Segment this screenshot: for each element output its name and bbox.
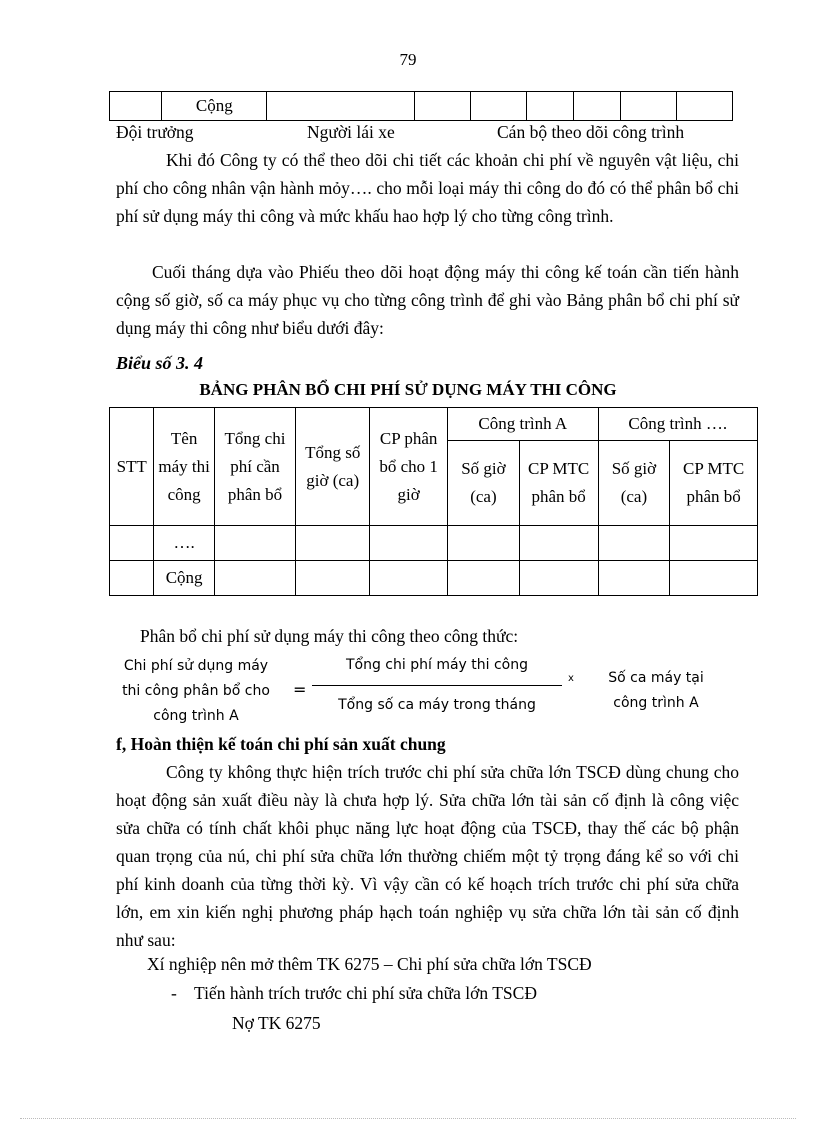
table-cell [448,526,520,561]
signature-driver: Người lái xe [307,122,395,142]
formula-right-line2: công trình A [613,695,699,711]
header-cost-per-hour: CP phân bổ cho 1 giờ [370,408,448,526]
table-cell [296,526,370,561]
table-cell [370,561,448,596]
table-cell [670,526,758,561]
header-stt: STT [110,408,154,526]
table-cell [296,561,370,596]
table-cell [370,526,448,561]
table-cell [598,561,670,596]
row-total-label: Cộng [154,561,215,596]
paragraph-machine-tracking: Khi đó Công ty có thể theo dõi chi tiết các khoản chi phí về nguyên vật liệu, chi phí cho công nhân vận hành mỏy…. cho mỗi loại máy thi công do đó có thể phân bổ chi phí sử dụng máy thi công và mức khấu hao hợp lý cho từng công trình. [116,150,739,226]
formula-intro: Phân bổ chi phí sử dụng máy thi công theo công thức: [140,626,519,646]
table-caption: Biểu số 3. 4 [116,353,204,373]
top-table-cell [574,92,621,121]
table-cell [598,526,670,561]
top-table-cell [471,92,527,121]
table-cell [519,526,598,561]
formula-times: x [568,673,574,684]
header-hours-other: Số giờ (ca) [598,441,670,526]
formula-left-line3: công trình A [153,708,239,724]
bullet-text: Tiến hành trích trước chi phí sửa chữa lớn TSCĐ [194,983,537,1003]
top-table-cell [676,92,732,121]
top-table-cell [620,92,676,121]
formula-right-term [596,666,716,716]
header-cp-mtc-a: CP MTC phân bổ [519,441,598,526]
signature-team-leader: Đội trưởng [116,122,194,142]
signature-supervisor: Cán bộ theo dõi công trình [497,122,685,142]
formula-right-line1: Số ca máy tại [608,670,704,686]
paragraph-new-account: Xí nghiệp nên mở thêm TK 6275 – Chi phí sửa chữa lớn TSCĐ [147,954,592,974]
header-machine-name: Tên máy thi công [154,408,215,526]
top-summary-table [109,91,733,121]
top-table-cell [267,92,415,121]
page-bottom-border [20,1118,796,1119]
header-project-other: Công trình …. [598,408,757,441]
top-table-cell [527,92,574,121]
formula-left-line1: Chi phí sử dụng máy [123,658,269,674]
top-table-cell [415,92,471,121]
top-table-cell [110,92,162,121]
formula-denominator: Tổng số ca máy trong tháng [338,697,536,713]
table-cell [670,561,758,596]
formula-equals: = [293,680,307,699]
journal-entry-debit: Nợ TK 6275 [232,1013,321,1033]
header-cp-mtc-other: CP MTC phân bổ [670,441,758,526]
header-total-hours: Tổng số giờ (ca) [296,408,370,526]
table-cell [448,561,520,596]
table-cell [214,561,295,596]
table-row [110,526,758,561]
formula-numerator: Tổng chi phí máy thi công [345,657,528,673]
page-number: 79 [399,50,417,69]
bullet-dash: - [171,983,177,1003]
top-table-total-label: Cộng [162,92,267,121]
formula-left-line2: thi công phân bổ cho [122,683,270,699]
table-row [110,561,758,596]
header-project-a: Công trình A [448,408,598,441]
paragraph-month-end: Cuối tháng dựa vào Phiếu theo dõi hoạt động máy thi công kế toán cần tiến hành cộng số giờ, số ca máy phục vụ cho từng công trình để ghi vào Bảng phân bổ chi phí sử dụng máy thi công như biểu dưới đây: [116,262,739,338]
formula-fraction-bar [312,685,562,686]
table-cell [214,526,295,561]
row-machine-name: …. [154,526,215,561]
table-cell [519,561,598,596]
section-heading: f, Hoàn thiện kế toán chi phí sản xuất chung [116,734,446,754]
table-title: BẢNG PHÂN BỔ CHI PHÍ SỬ DỤNG MÁY THI CÔNG [199,380,617,399]
formula-left-term [116,654,276,729]
table-cell [110,526,154,561]
table-cell [110,561,154,596]
paragraph-repair-costs: Công ty không thực hiện trích trước chi phí sửa chữa lớn TSCĐ dùng chung cho hoạt động sản xuất điều này là chưa hợp lý. Sửa chữa lớn tài sản cố định là công việc sửa chữa có tính chất khôi phục năng lực hoạt động của TSCĐ, thay thế các bộ phận quan trọng của nú, chi phí sửa chữa lớn thường chiếm một tỷ trọng đáng kể so với chi phí kinh doanh của từng thời kỳ. Vì vậy cần có kế hoạch trích trước chi phí sửa chữa lớn, em xin kiến nghị phương pháp hạch toán nghiệp vụ sửa chữa lớn tài sản cố định như sau: [116,762,739,950]
allocation-table [109,407,758,596]
header-hours-a: Số giờ (ca) [448,441,520,526]
header-total-cost: Tổng chi phí cần phân bổ [214,408,295,526]
